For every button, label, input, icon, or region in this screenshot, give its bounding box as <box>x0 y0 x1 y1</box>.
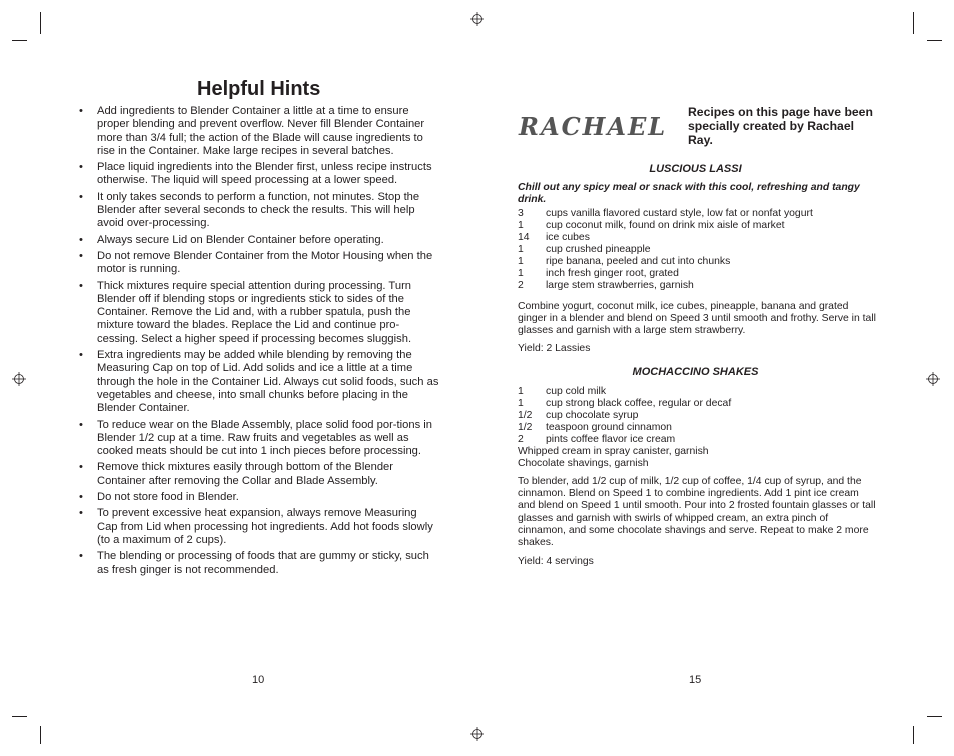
recipe-directions: Combine yogurt, coconut milk, ice cubes, pineapple, banana and grated ginger in a blender and blend on Speed 3 until smooth and frothy. Serve in tall glasses and garnish with a large stem strawberry. <box>518 301 876 337</box>
recipe-title-lassi: LUSCIOUS LASSI <box>649 163 742 175</box>
ingredient-qty: 1 <box>518 220 524 231</box>
bullet: • <box>79 279 83 292</box>
recipe-intro: Chill out any spicy meal or snack with this cool, refreshing and tangy drink. <box>518 182 860 205</box>
ingredient-item: cup cold milk <box>546 386 607 397</box>
bullet: • <box>79 233 83 246</box>
crop-mark <box>913 726 914 744</box>
list-item <box>79 250 439 277</box>
recipe-directions: To blender, add 1/2 cup of milk, 1/2 cup of coffee, 1/4 cup of syrup, and the cinnamon. Blend on Speed 1 to combine ingredients. Add 1 pint ice cream and blend on Speed 1 until smooth. Pour into 2 frosted fountain glasses or tall glasses and garnish with swirls of whipped cream, an extra pinch of cinnamon, and some chocolate shavings and serve. Repeat to make 2 more shakes. <box>518 476 876 549</box>
bullet: • <box>79 418 83 431</box>
page-number: 10 <box>252 674 265 686</box>
ingredient-item: ripe banana, peeled and cut into chunks <box>546 256 731 267</box>
page-title: Helpful Hints <box>197 78 321 100</box>
page-number: 15 <box>689 674 702 686</box>
hint-text: Extra ingredients may be added while blending by removing the Measuring Cap on top of Lid. Add solids and ice a little at a time through the hole in the Container Lid. Always cut solid foods, such as vegetables and cheese, into small chunks before placing in the Blender Container. <box>97 349 439 415</box>
list-item <box>79 280 439 346</box>
list-item <box>79 234 439 247</box>
bullet: • <box>79 105 83 117</box>
bullet: • <box>79 190 83 203</box>
hints-list <box>79 105 439 580</box>
ingredient-row <box>518 244 878 256</box>
rachael-ray-logo: RACHAEL <box>519 112 668 141</box>
bullet: • <box>79 161 83 174</box>
ingredient-qty: 2 <box>518 280 524 291</box>
crop-mark <box>12 40 27 41</box>
ingredient-qty: 1 <box>518 256 524 267</box>
ingredient-row <box>518 434 878 446</box>
ingredient-row <box>518 268 878 280</box>
ingredient-qty: 1/2 <box>518 410 533 421</box>
bullet: • <box>79 249 83 262</box>
list-item <box>79 105 439 158</box>
ingredient-row <box>518 422 878 434</box>
list-item <box>79 507 439 547</box>
ingredient-row <box>518 410 878 422</box>
hint-text: Do not store food in Blender. <box>97 491 239 504</box>
list-item <box>79 349 439 415</box>
hint-text: Remove thick mixtures easily through bottom of the Blender Container after removing the Collar and Blade Assembly. <box>97 461 393 487</box>
ingredient-row <box>518 220 878 232</box>
crop-mark <box>927 40 942 41</box>
hint-text: The blending or processing of foods that are gummy or sticky, such as fresh ginger is not recommended. <box>97 550 429 576</box>
ingredient-qty: 1 <box>518 244 524 255</box>
registration-mark-icon <box>470 12 484 26</box>
list-item <box>79 461 439 488</box>
ingredient-item: inch fresh ginger root, grated <box>546 268 679 279</box>
bullet: • <box>79 507 83 520</box>
registration-mark-icon <box>470 727 484 741</box>
crop-mark <box>12 716 27 717</box>
ingredient-item: ice cubes <box>546 232 590 243</box>
crop-mark <box>927 716 942 717</box>
bullet: • <box>79 550 83 563</box>
registration-mark-icon <box>12 372 26 386</box>
crop-mark <box>40 12 41 34</box>
ingredient-qty: 14 <box>518 232 530 243</box>
bullet: • <box>79 491 83 504</box>
ingredient-item: cup coconut milk, found on drink mix aisle of market <box>546 220 785 231</box>
garnish-row <box>518 446 878 458</box>
ingredient-qty: 2 <box>518 434 524 445</box>
list-item <box>79 550 439 577</box>
recipe-title-mochaccino: MOCHACCINO SHAKES <box>632 366 759 378</box>
recipe-credit: Recipes on this page have been specially created by Rachael Ray. <box>688 105 873 147</box>
ingredient-qty: 1 <box>518 386 524 397</box>
hint-text: Do not remove Blender Container from the Motor Housing when the motor is running. <box>97 249 433 276</box>
ingredient-list-mochaccino <box>518 386 878 470</box>
hint-text: To reduce wear on the Blade Assembly, place solid food por-tions in Blender 1/2 cup at a time. Raw fruits and vegetables as well as cooked meats should be cut into 1 inch pieces before processing. <box>97 418 432 458</box>
list-item <box>79 419 439 459</box>
ingredient-row <box>518 280 878 292</box>
ingredient-item: large stem strawberries, garnish <box>546 280 694 291</box>
registration-mark-icon <box>926 372 940 386</box>
list-item <box>79 491 439 504</box>
ingredient-row <box>518 386 878 398</box>
ingredient-item: pints coffee flavor ice cream <box>546 434 676 445</box>
ingredient-item: cup crushed pineapple <box>546 244 651 255</box>
garnish-row <box>518 458 878 470</box>
garnish-item: Whipped cream in spray canister, garnish <box>518 446 709 457</box>
ingredient-row <box>518 208 878 220</box>
ingredient-qty: 3 <box>518 208 524 219</box>
hint-text: Add ingredients to Blender Container a little at a time to ensure proper blending and prevent overflow. Never fill Blender Container more than 3/4 full; the action of the Blade will cause ingredients to rise in the Container. Make large recipes in several batches. <box>97 105 425 157</box>
hint-text: It only takes seconds to perform a function, not minutes. Stop the Blender after several seconds to check the results. This will help avoid over-processing. <box>97 190 420 230</box>
recipe-yield: Yield: 4 servings <box>518 556 594 567</box>
ingredient-row <box>518 232 878 244</box>
bullet: • <box>79 349 83 362</box>
hint-text: Always secure Lid on Blender Container before operating. <box>97 233 384 246</box>
ingredient-item: cups vanilla flavored custard style, low fat or nonfat yogurt <box>546 208 813 219</box>
ingredient-row <box>518 398 878 410</box>
list-item <box>79 161 439 188</box>
ingredient-list-lassi <box>518 208 878 292</box>
ingredient-item: teaspoon ground cinnamon <box>546 422 672 433</box>
hint-text: Place liquid ingredients into the Blender first, unless recipe instructs otherwise. The liquid will speed processing at a lower speed. <box>97 161 432 187</box>
ingredient-row <box>518 256 878 268</box>
ingredient-qty: 1 <box>518 398 524 409</box>
ingredient-item: cup strong black coffee, regular or decaf <box>546 398 732 409</box>
hint-text: Thick mixtures require special attention during processing. Turn Blender off if blending stops or ingredients stick to sides of the Container. Remove the Lid and, with a rubber spatula, push the mixture toward the blades. Replace the Lid and continue pro-cessing. Select a higher speed if processing becomes sluggish. <box>97 279 412 345</box>
recipe-yield: Yield: 2 Lassies <box>518 343 591 354</box>
ingredient-item: cup chocolate syrup <box>546 410 639 421</box>
crop-mark <box>913 12 914 34</box>
ingredient-qty: 1 <box>518 268 524 279</box>
list-item <box>79 191 439 231</box>
bullet: • <box>79 461 83 474</box>
hint-text: To prevent excessive heat expansion, always remove Measuring Cap from Lid when processing hot ingredients. Add hot foods slowly (to a maximum of 2 cups). <box>97 507 433 546</box>
garnish-item: Chocolate shavings, garnish <box>518 458 649 469</box>
ingredient-qty: 1/2 <box>518 422 533 433</box>
crop-mark <box>40 726 41 744</box>
